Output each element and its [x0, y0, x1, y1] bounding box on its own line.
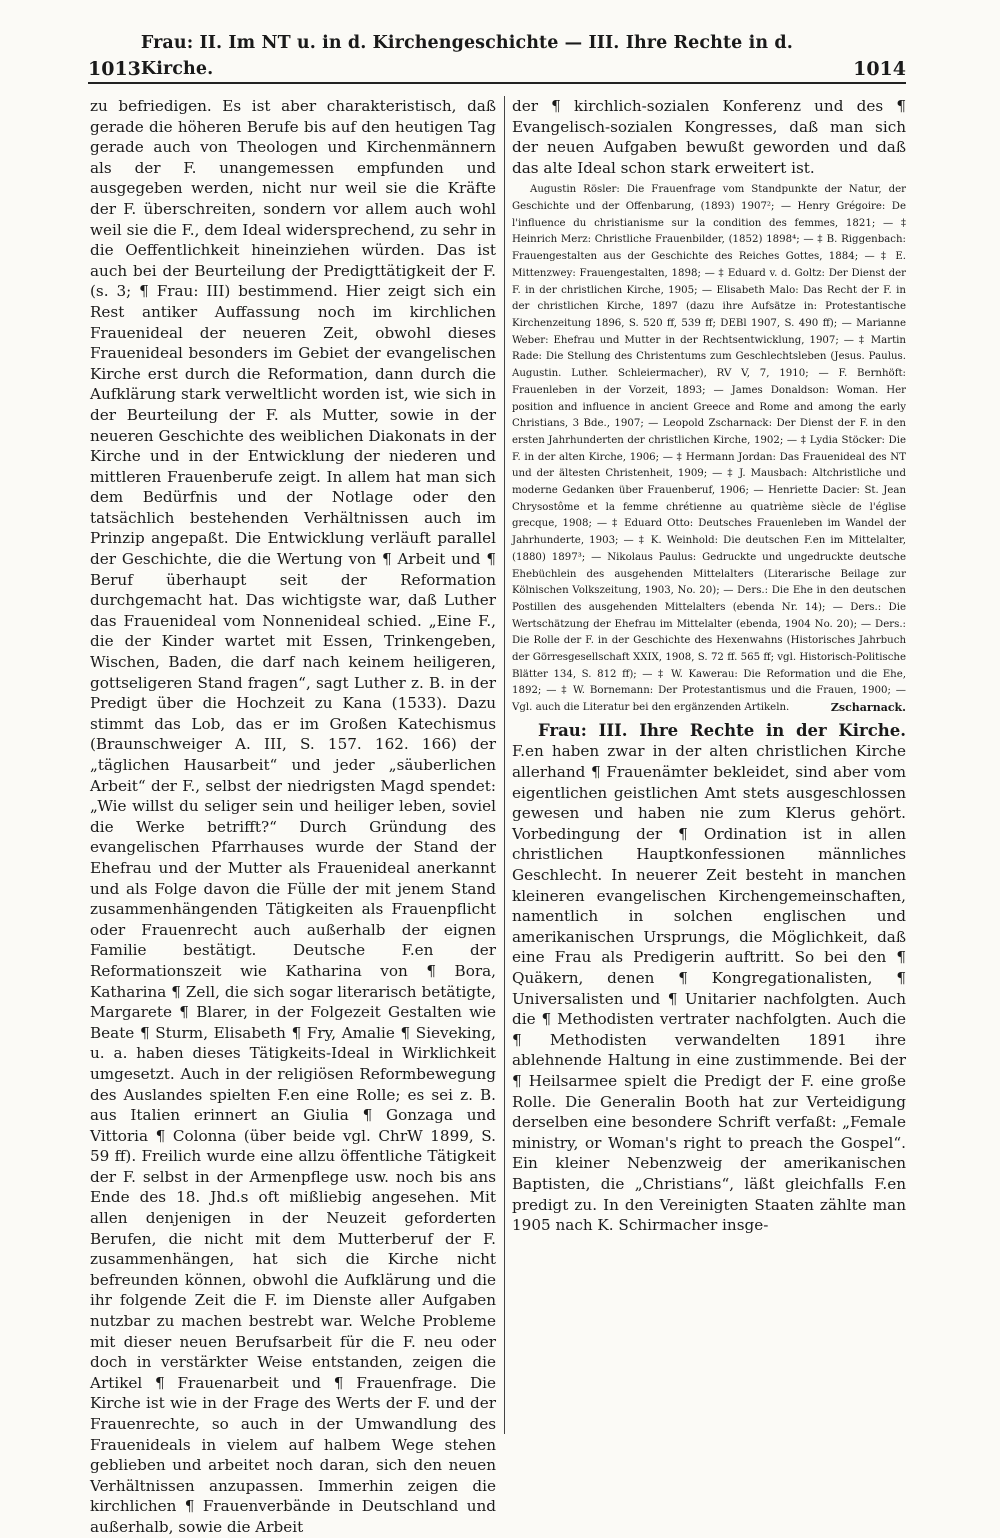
section-iii [512, 721, 906, 1236]
column-divider [504, 96, 505, 1434]
section-title: Frau: III. Ihre Rechte in der Kirche. [538, 720, 906, 740]
right-column [512, 96, 906, 1236]
left-column-text: zu befriedigen. Es ist aber charakteristisch, daß gerade die höheren Berufe bis auf den heutigen Tag gerade auch von Theologen und Kirchenmännern als der F. unangemessen empfunden und ausgegeben werden, nicht nur weil sie die Kräfte der F. überschreiten, sondern vor allem auch wohl weil sie die F., dem Ideal widersprechend, zu sehr in die Oeffentlichkeit hineinziehen würden. Das ist auch bei der Beurteilung der Predigttätigkeit der F. (s. 3; ¶ Frau: III) bestimmend. Hier zeigt sich ein Rest antiker Auffassung noch im kirchlichen Frauenideal der neueren Zeit, obwohl dieses Frauenideal besonders im Gebiet der evangelischen Kirche erst durch die Reformation, dann durch die Aufklärung stark verweltlicht worden ist, wie sich in der Beurteilung der F. als Mutter, sowie in der neueren Geschichte des weiblichen Diakonats in der Kirche und in der Entwicklung der niederen und mittleren Frauenberufe zeigt. In allem hat man sich dem Bedürfnis und der Notlage oder den tatsächlich bestehenden Verhältnissen auch im Prinzip angepaßt. Die Entwicklung verläuft parallel der Geschichte, die die Wertung von ¶ Arbeit und ¶ Beruf überhaupt seit der Reformation durchgemacht hat. Das wichtigste war, daß Luther das Frauenideal vom Nonnenideal schied. „Eine F., die der Kinder wartet mit Essen, Trinkengeben, Wischen, Baden, die darf nach keinem heiligeren, gottseligeren Stand fragen“, sagt Luther z. B. in der Predigt über die Hochzeit zu Kana (1533). Dazu stimmt das Lob, das er im Großen Katechismus (Braunschweiger A. III, S. 157. 162. 166) der „täglichen Hausarbeit“ und jeder „säuberlichen Arbeit“ der F., selbst der niedrigsten Magd spendet: „Wie willst du seliger sein und heiliger leben, soviel die Werke betrifft?“ Durch Gründung des evangelischen Pfarrhauses wurde der Stand der Ehefrau und der Mutter als Frauenideal anerkannt und als Folge davon die Fülle der mit jenem Stand zusammenhängenden Tätigkeiten als Frauenpflicht oder Frauenrecht auch außerhalb der eignen Familie bestätigt. Deutsche F.en der Reformationszeit wie Katharina von ¶ Bora, Katharina ¶ Zell, die sich sogar literarisch betätigte, Margarete ¶ Blarer, in der Folgezeit Gestalten wie Beate ¶ Sturm, Elisabeth ¶ Fry, Amalie ¶ Sieveking, u. a. haben dieses Tätigkeits-Ideal in Wirklichkeit umgesetzt. Auch in der religiösen Reformbewegung des Auslandes spielten F.en eine Rolle; es sei z. B. aus Italien erinnert an Giulia ¶ Gonzaga und Vittoria ¶ Colonna (über beide vgl. ChrW 1899, S. 59 ff). Freilich wurde eine allzu öffentliche Tätigkeit der F. selbst in der Armenpflege usw. noch bis ans Ende des 18. Jhd.s oft mißliebig angesehen. Mit allen denjenigen in der Neuzeit geforderten Berufen, die nicht mit dem Mutterberuf der F. zusammenhängen, hat sich die Kirche nicht befreunden können, obwohl die Aufklärung und die ihr folgende Zeit die F. im Dienste aller Aufgaben nutzbar zu machen bestrebt war. Welche Probleme mit dieser neuen Berufsarbeit für die F. neu oder doch in verstärkter Weise entstanden, zeigen die Artikel ¶ Frauenarbeit und ¶ Frauenfrage. Die Kirche ist wie in der Frage des Werts der F. und der Frauenrechte, so auch in der Umwandlung des Frauenideals in vielem auf halbem Wege stehen geblieben und arbeitet noch daran, sich den neuen Verhältnissen anzupassen. Immerhin zeigen die kirchlichen ¶ Frauenverbände in Deutschland und außerhalb, sowie die Arbeit [90, 97, 496, 1536]
author-signature: Zscharnack. [830, 701, 906, 715]
bibliography-text: Augustin Rösler: Die Frauenfrage vom Standpunkte der Natur, der Geschichte und der Offenbarung, (1893) 1907²; — Henry Grégoire: De l'influence du christianisme sur la condition des femmes, 1821; — ‡ Heinrich Merz: Christliche Frauenbilder, (1852) 1898⁴; — ‡ B. Riggenbach: Frauengestalten aus der Geschichte des Reiches Gottes, 1884; — ‡ E. Mittenzwey: Frauengestalten, 1898; — ‡ Eduard v. d. Goltz: Der Dienst der F. in der christlichen Kirche, 1905; — Elisabeth Malo: Das Recht der F. in der christlichen Kirche, 1897 (dazu ihre Aufsätze in: Protestantische Kirchenzeitung 1896, S. 520 ff, 539 ff; DEBl 1907, S. 490 ff); — Marianne Weber: Ehefrau und Mutter in der Rechtsentwicklung, 1907; — ‡ Martin Rade: Die Stellung des Christentums zum Geschlechtsleben (Jesus. Paulus. Augustin. Luther. Schleiermacher), RV V, 7, 1910; — F. Bernhöft: Frauenleben in der Vorzeit, 1893; — James Donaldson: Woman. Her position and influence in ancient Greece and Rome and among the early Christians, 3 Bde., 1907; — Leopold Zscharnack: Der Dienst der F. in den ersten Jahrhunderten der christlichen Kirche, 1902; — ‡ Lydia Stöcker: Die F. in der alten Kirche, 1906; — ‡ Hermann Jordan: Das Frauenideal des NT und der ältesten Christenheit, 1909; — ‡ J. Mausbach: Altchristliche und moderne Gedanken über Frauenberuf, 1906; — Henriette Dacier: St. Jean Chrysostôme et la femme chrétienne au quatrième siècle de l'église grecque, 1908; — ‡ Eduard Otto: Deutsches Frauenleben im Wandel der Jahrhunderte, 1903; — ‡ K. Weinhold: Die deutschen F.en im Mittelalter, (1880) 1897³; — Nikolaus Paulus: Gedruckte und ungedruckte deutsche Ehebüchlein des ausgehenden Mittelalters (Literarische Beilage zur Kölnischen Volkszeitung, 1903, No. 20); — Ders.: Die Ehe in den deutschen Postillen des ausgehenden Mittelalters (ebenda Nr. 14); — Ders.: Die Wertschätzung der Ehefrau im Mittelalter (ebenda, 1904 No. 20); — Ders.: Die Rolle der F. in der Geschichte des Hexenwahns (Historisches Jahrbuch der Görresgesellschaft XXIX, 1908, S. 72 ff. 565 ff; vgl. Historisch-Politische Blätter 134, S. 812 ff); — ‡ W. Kawerau: Die Reformation und die Ehe, 1892; — ‡ W. Bornemann: Der Protestantismus und die Frauen, 1900; — Vgl. auch die Literatur bei den ergänzenden Artikeln. [512, 184, 906, 714]
bibliography [512, 182, 906, 717]
running-header [88, 33, 906, 84]
running-title: Frau: II. Im NT u. in d. Kirchengeschichte — III. Ihre Rechte in d. Kirche. [140, 33, 793, 79]
right-column-intro: der ¶ kirchlich-sozialen Konferenz und des ¶ Evangelisch-sozialen Kongresses, daß man sich der neuen Aufgaben bewußt geworden und daß das alte Ideal schon stark erweitert ist. [512, 97, 906, 177]
page-number-left: 1013 [88, 58, 141, 80]
left-column [90, 96, 496, 1538]
section-text: F.en haben zwar in der alten christlichen Kirche allerhand ¶ Frauenämter bekleidet, sind aber vom eigentlichen geistlichen Amt stets ausgeschlossen gewesen und haben nie zum Klerus gehört. Vorbedingung der ¶ Ordination ist in allen christlichen Hauptkonfessionen männliches Geschlecht. In neuerer Zeit besteht in manchen kleineren evangelischen Kirchengemeinschaften, namentlich in solchen englischen und amerikanischen Ursprungs, die Möglichkeit, daß eine Frau als Predigerin auftritt. So bei den ¶ Quäkern, denen ¶ Kongregationalisten, ¶ Universalisten und ¶ Unitarier nachfolgten. Auch die ¶ Methodisten vertrater nachfolgten. Auch die ¶ Methodisten verwandelten 1891 ihre ablehnende Haltung in eine zustimmende. Bei der ¶ Heilsarmee spielt die Predigt der F. eine große Rolle. Die Generalin Booth hat zur Verteidigung derselben eine besondere Schrift verfaßt: „Female ministry, or Woman's right to preach the Gospel“. Ein kleiner Nebenzweig der amerikanischen Baptisten, die „Christians“, läßt gleichfalls F.en predigt zu. In den Vereinigten Staaten zählte man 1905 nach K. Schirmacher insge- [512, 742, 906, 1235]
page-number-right: 1014 [853, 58, 906, 80]
